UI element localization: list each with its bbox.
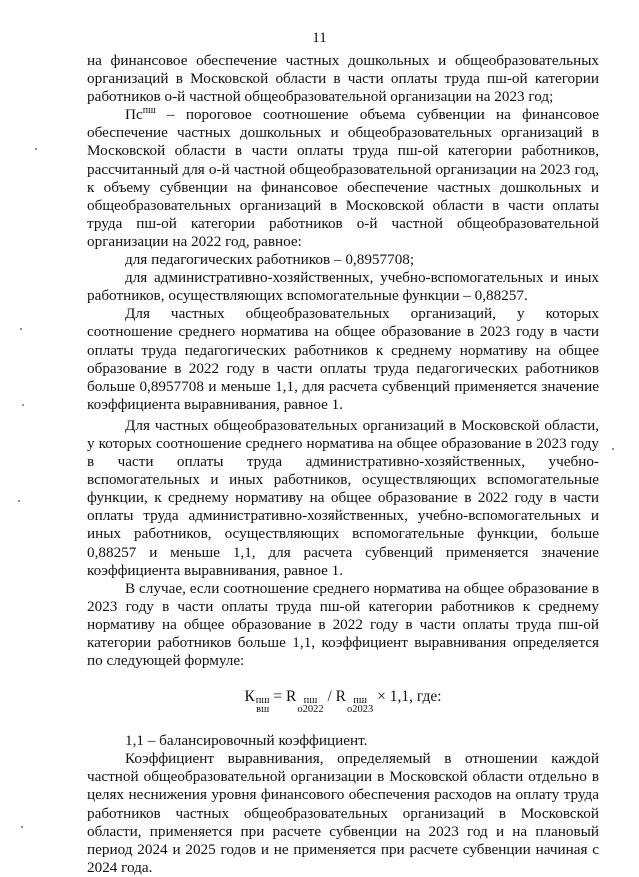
threshold-symbol: Пс xyxy=(125,106,143,124)
scan-speck xyxy=(20,328,22,330)
formula-k-sup: пш xyxy=(255,695,270,707)
scan-speck xyxy=(22,404,24,406)
paragraph-8: 1,1 – балансировочный коэффициент. xyxy=(125,732,368,750)
paragraph-3: для педагогических работников – 0,8957708; xyxy=(125,251,415,269)
formula-k: К xyxy=(244,688,255,706)
formula-r1: R xyxy=(286,688,297,706)
scan-speck xyxy=(18,500,20,502)
formula-k-indices xyxy=(256,696,270,714)
scan-speck xyxy=(21,826,23,828)
formula-r2-indices xyxy=(347,696,373,714)
formula-slash: / xyxy=(323,688,336,706)
paragraph-2 xyxy=(87,106,599,251)
scan-speck xyxy=(612,448,614,450)
paragraph-7: В случае, если соотношение среднего норматива на общее образование в 2023 году в части оплаты труда пш-ой категории работников к среднему нормативу на общее образование в 2022 году в части оплаты труда пш-ой категории работников больше 1,1, коэффициент выравнивания определяется по следующей формуле: xyxy=(87,579,599,670)
formula-equals: = xyxy=(269,688,287,706)
threshold-definition: – пороговое соотношение объема субвенции на финансовое обеспечение частных дошкольных и общеобразовательных организаций в Московской области в части оплаты труда пш-ой категории работников, рассчитанный для о-й частной общеобразовательной организации на 2023 год, к объему субвенции на финансовое обеспечение частных дошкольных и общеобразовательных организаций в Московской области в части оплаты труда пш-ой категории работников о-й частной общеобразовательной организации на 2022 год, равное: xyxy=(87,106,599,250)
paragraph-4: для административно-хозяйственных, учебно-вспомогательных и иных работников, осуществляющих вспомогательные функции – 0,88257. xyxy=(87,269,599,305)
formula-r1-sub: о2022 xyxy=(297,704,324,716)
formula-r1-sup: пш xyxy=(303,695,318,707)
scan-speck xyxy=(35,148,37,150)
paragraph-5: Для частных общеобразовательных организаций, у которых соотношение среднего норматива на общее образование в 2023 году в части оплаты труда педагогических работников к среднему нормативу на общее образование в 2022 году в части оплаты труда педагогических работников больше 0,8957708 и меньше 1,1, для расчета субвенций применяется значение коэффициента выравнивания, равное 1. xyxy=(87,305,599,413)
page-number: 11 xyxy=(312,30,327,46)
formula-k-sub: вш xyxy=(256,704,270,716)
alignment-formula xyxy=(87,688,599,714)
formula-r2-sup: пш xyxy=(353,695,367,707)
threshold-superscript: пш xyxy=(142,105,156,117)
paragraph-9: Коэффициент выравнивания, определяемый в отношении каждой частной общеобразовательной организации в Московской области отдельно в целях неснижения уровня финансового обеспечения расходов на оплату труда работников частных общеобразовательных организаций в Московской области, применяется при расчете субвенции на 2023 год и на плановый период 2024 и 2025 годов и не применяется при расчете субвенции начиная с 2024 года. xyxy=(87,750,599,876)
paragraph-6: Для частных общеобразовательных организаций в Московской области, у которых соотношение среднего норматива на общее образование в 2023 году в части оплаты труда административно-хозяйственных, учебно-вспомогательных и иных работников, осуществляющих вспомогательные функции, к среднему нормативу на общее образование в 2022 году в части оплаты труда административно-хозяйственных, учебно-вспомогательных и иных работников, осуществляющих вспомогательные функции, больше 0,88257 и меньше 1,1, для расчета субвенций применяется значение коэффициента выравнивания, равное 1. xyxy=(87,416,599,579)
paragraph-1: на финансовое обеспечение частных дошкольных и общеобразовательных организаций в Московской области в части оплаты труда пш-ой категории работников о-й частной общеобразовательной организации на 2023 год; xyxy=(87,52,599,106)
formula-r2-sub: о2023 xyxy=(347,704,374,716)
document-body xyxy=(87,52,599,877)
formula-r1-indices xyxy=(297,696,323,714)
formula-r2: R xyxy=(335,688,347,706)
formula-tail: × 1,1, где: xyxy=(373,688,442,706)
